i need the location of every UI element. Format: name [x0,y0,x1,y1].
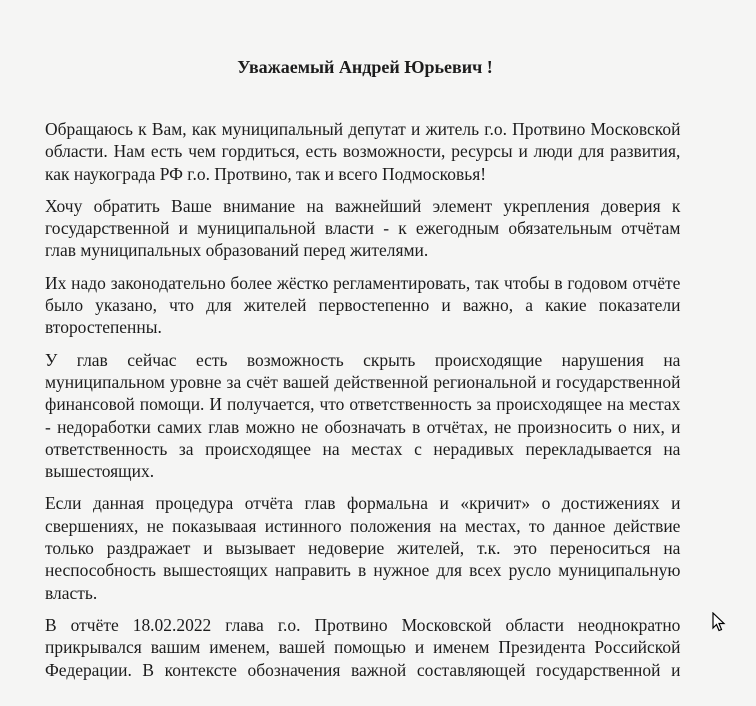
paragraph [45,118,681,185]
text-line: муниципальном уровне за счёт вашей действенной региональной и государственной [45,371,681,392]
text-line: неспособность вышестоящих направить в нужное для всех русло муниципальную [45,560,681,581]
text-line: ответственность за происходящее на местах с нерадивых перекладывается на [45,438,681,459]
text-line: Хочу обратить Ваше внимание на важнейший элемент укрепления доверия к [45,195,681,216]
paragraph [45,492,681,603]
text-line: - недоработки самих глав можно не обозначать в отчётах, не произносить о них, и [45,416,681,437]
text-line: власть. [45,582,98,603]
text-line: В отчёте 18.02.2022 глава г.о. Протвино Московской области неоднократно [45,614,681,635]
text-line: Их надо законодательно более жёстко регламентировать, так чтобы в годовом отчёте [45,272,681,293]
text-line: области. Нам есть чем гордиться, есть возможности, ресурсы и люди для развития, [45,141,681,162]
text-line: У глав сейчас есть возможность скрыть происходящие нарушения на [45,349,681,370]
text-line: только раздражает и вызывает недоверие жителей, т.к. это переноситься на [45,538,681,559]
text-line: свершениях, не показываая истинного положения на местах, то данное действие [45,515,681,536]
letter-salutation: Уважаемый Андрей Юрьевич ! [237,57,493,77]
paragraph [45,614,681,681]
text-line: второстепенны. [45,317,162,338]
paragraph [45,195,681,262]
text-line: финансовой помощи. И получается, что ответственность за происходящее на местах [45,394,681,415]
text-line: было указано, что для жителей первостепенно и важно, а какие показатели [45,295,681,316]
text-line: Обращаюсь к Вам, как муниципальный депутат и житель г.о. Протвино Московской [45,119,681,139]
text-line: глав муниципальных образований перед жителями. [45,240,429,261]
mouse-cursor-icon [712,612,726,632]
text-line: Если данная процедура отчёта глав формальна и «кричит» о достижениях и [45,493,681,514]
text-line: прикрывался вашим именем, вашей помощью и именем Президента Российской [45,637,681,658]
letter-body [45,118,681,691]
text-line: как наукограда РФ г.о. Протвино, так и всего Подмосковья! [45,163,487,184]
paragraph [45,272,681,339]
text-line: вышестоящих. [45,461,155,482]
text-line: государственной и муниципальной власти - к ежегодным обязательным отчётам [45,218,681,239]
paragraph [45,349,681,483]
text-line: Федерации. В контексте обозначения важной составляющей государственной и [45,659,681,680]
